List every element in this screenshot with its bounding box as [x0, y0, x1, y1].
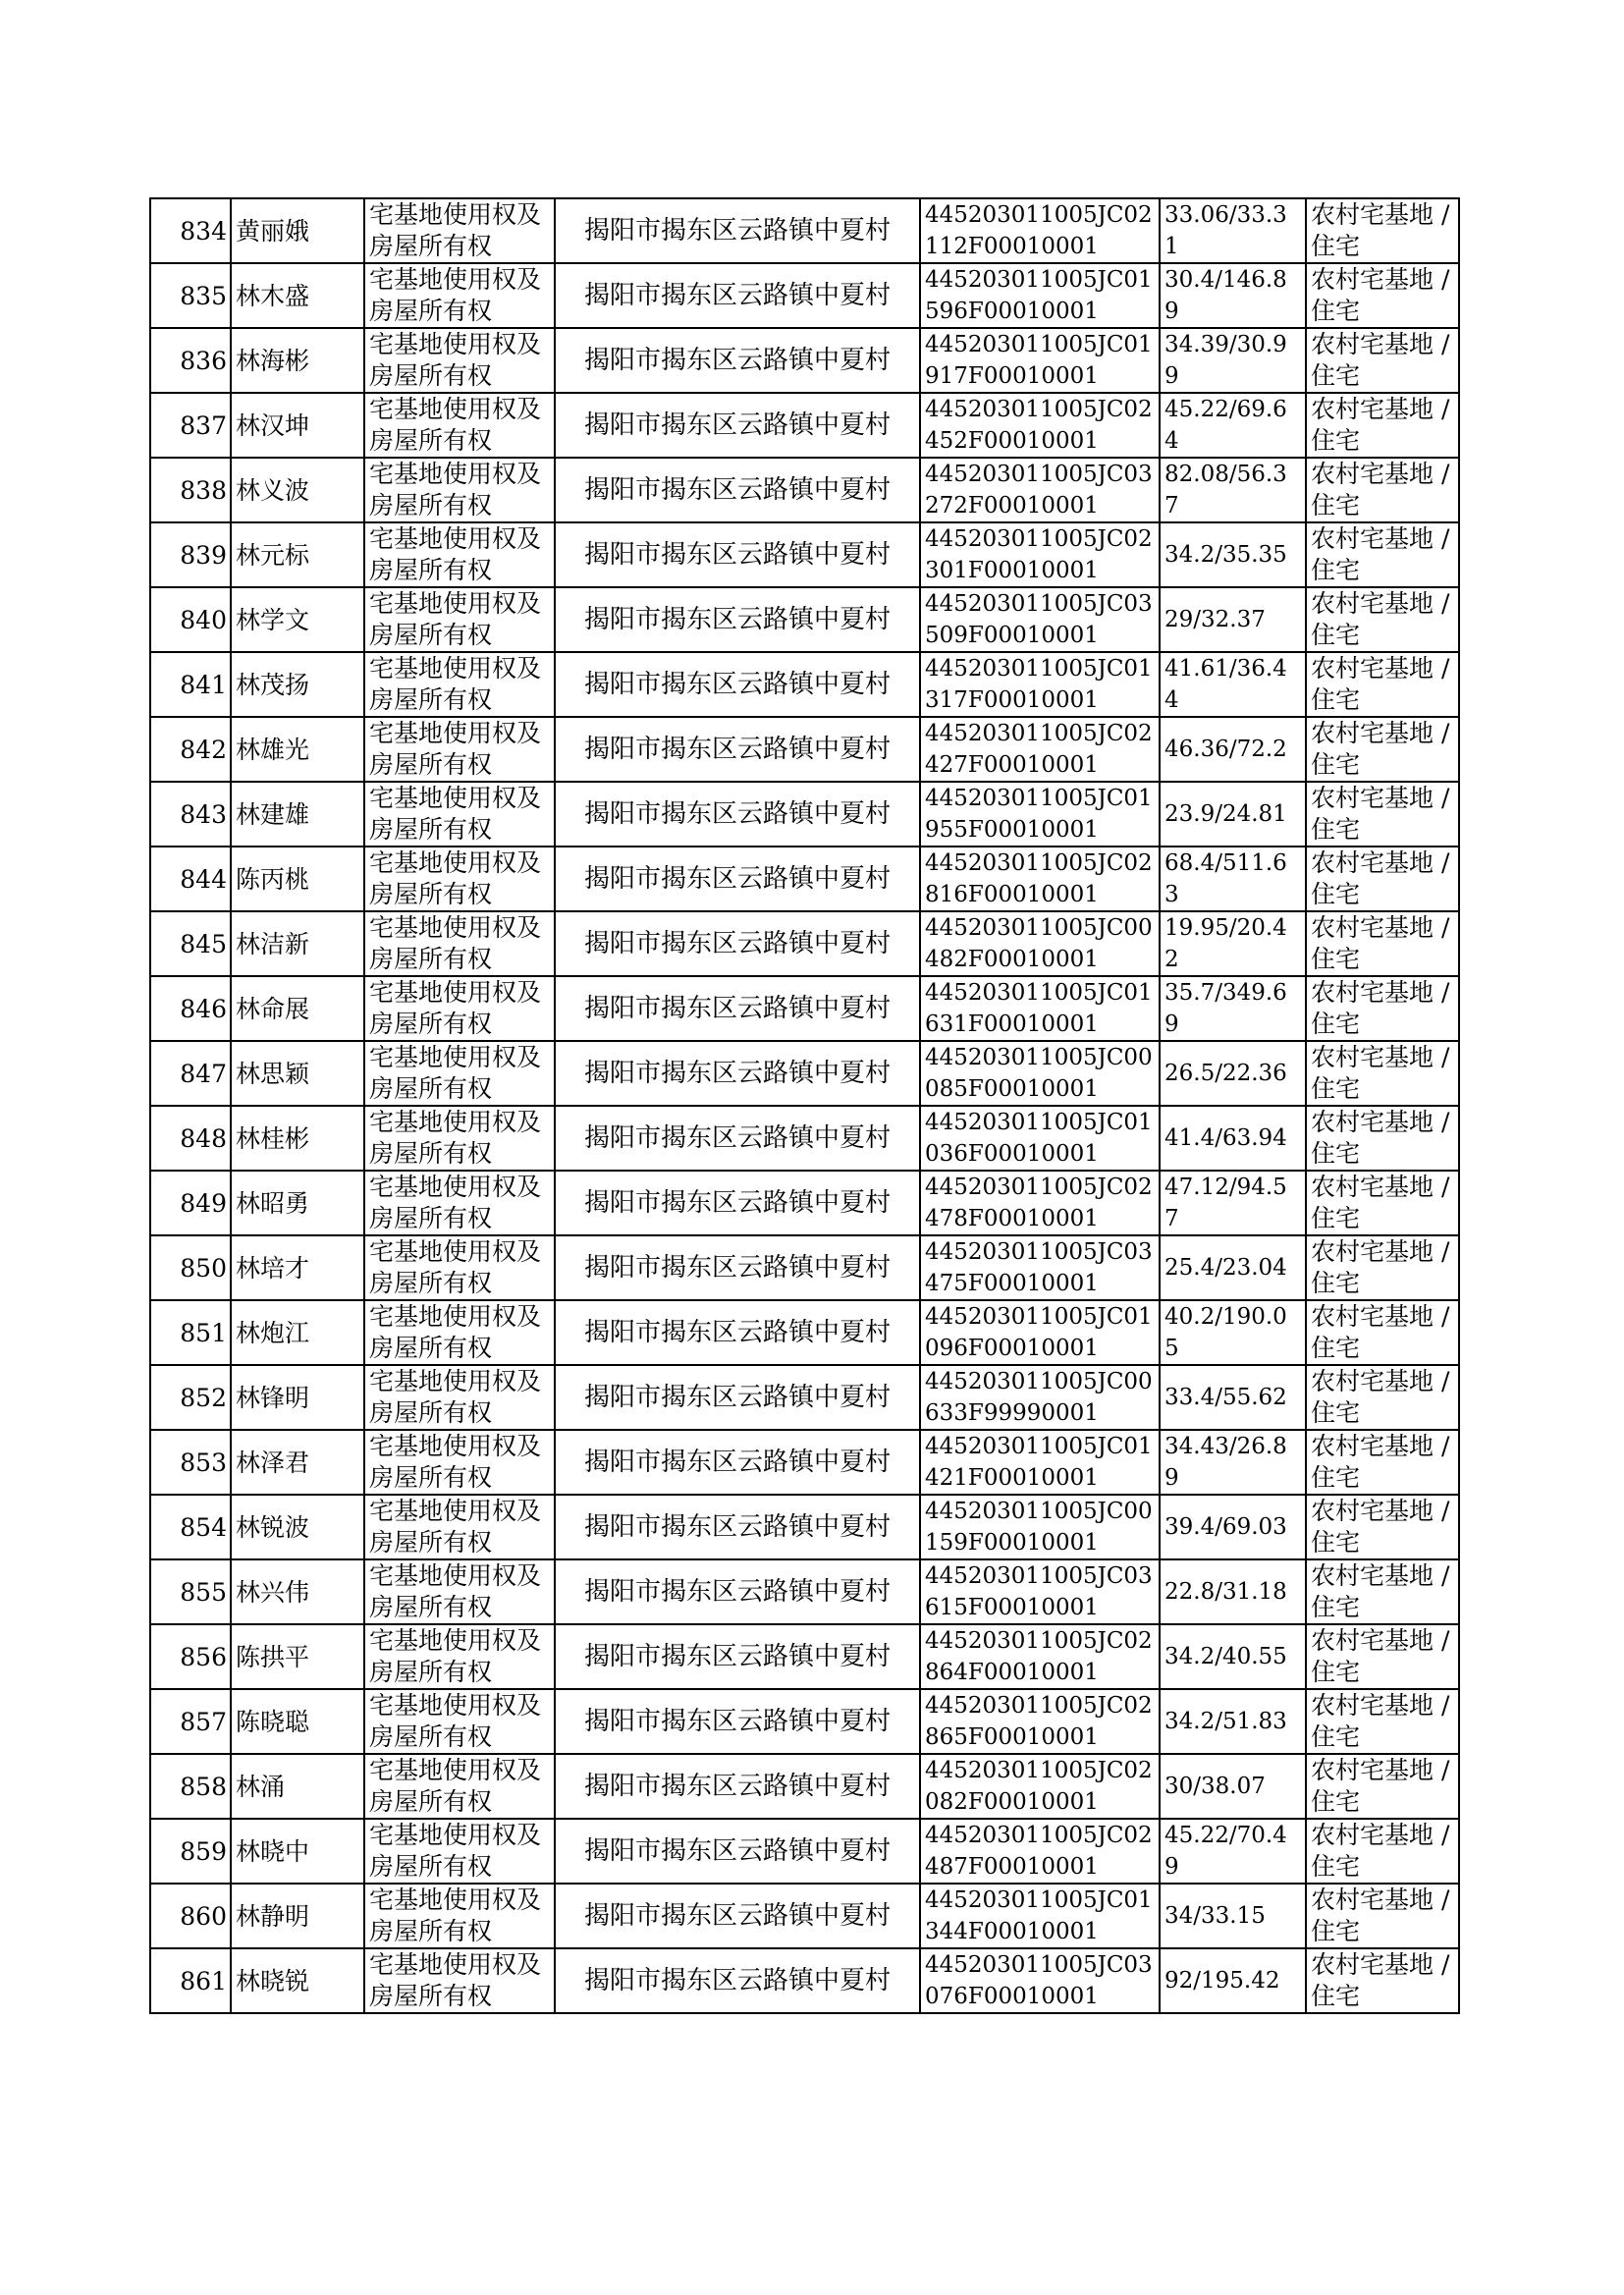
- cell-area: 25.4/23.04: [1160, 1235, 1306, 1300]
- table-row: [150, 1624, 1459, 1689]
- cell-right-type: 宅基地使用权及房屋所有权: [364, 263, 555, 328]
- cell-row-number: 837: [150, 393, 231, 458]
- cell-area: 29/32.37: [1160, 587, 1306, 652]
- cell-right-type: 宅基地使用权及房屋所有权: [364, 1689, 555, 1754]
- table-row: [150, 522, 1459, 587]
- cell-parcel-code: 445203011005JC02427F00010001: [920, 717, 1160, 782]
- cell-row-number: 850: [150, 1235, 231, 1300]
- cell-land-use: 农村宅基地 / 住宅: [1306, 717, 1459, 782]
- cell-row-number: 835: [150, 263, 231, 328]
- table-row: [150, 1041, 1459, 1106]
- cell-owner-name: 林昭勇: [231, 1171, 364, 1235]
- cell-area: 46.36/72.2: [1160, 717, 1306, 782]
- table-row: [150, 1495, 1459, 1559]
- cell-area: 34.2/51.83: [1160, 1689, 1306, 1754]
- cell-owner-name: 林思颖: [231, 1041, 364, 1106]
- cell-right-type: 宅基地使用权及房屋所有权: [364, 328, 555, 393]
- cell-owner-name: 林锋明: [231, 1365, 364, 1430]
- cell-land-use: 农村宅基地 / 住宅: [1306, 393, 1459, 458]
- cell-owner-name: 林汉坤: [231, 393, 364, 458]
- cell-right-type: 宅基地使用权及房屋所有权: [364, 587, 555, 652]
- cell-owner-name: 林泽君: [231, 1430, 364, 1495]
- cell-right-type: 宅基地使用权及房屋所有权: [364, 458, 555, 522]
- cell-row-number: 841: [150, 652, 231, 717]
- cell-right-type: 宅基地使用权及房屋所有权: [364, 652, 555, 717]
- cell-parcel-code: 445203011005JC02478F00010001: [920, 1171, 1160, 1235]
- cell-owner-name: 林洁新: [231, 911, 364, 976]
- cell-area: 45.22/70.49: [1160, 1819, 1306, 1884]
- cell-land-use: 农村宅基地 / 住宅: [1306, 1689, 1459, 1754]
- cell-right-type: 宅基地使用权及房屋所有权: [364, 522, 555, 587]
- cell-row-number: 853: [150, 1430, 231, 1495]
- cell-parcel-code: 445203011005JC03475F00010001: [920, 1235, 1160, 1300]
- cell-area: 41.4/63.94: [1160, 1106, 1306, 1171]
- cell-parcel-code: 445203011005JC03076F00010001: [920, 1948, 1160, 2013]
- cell-row-number: 852: [150, 1365, 231, 1430]
- cell-area: 40.2/190.05: [1160, 1300, 1306, 1365]
- table-row: [150, 1884, 1459, 1948]
- cell-owner-name: 林义波: [231, 458, 364, 522]
- table-row: [150, 587, 1459, 652]
- cell-row-number: 855: [150, 1559, 231, 1624]
- cell-right-type: 宅基地使用权及房屋所有权: [364, 1624, 555, 1689]
- cell-land-use: 农村宅基地 / 住宅: [1306, 1624, 1459, 1689]
- cell-land-use: 农村宅基地 / 住宅: [1306, 1041, 1459, 1106]
- cell-row-number: 858: [150, 1754, 231, 1819]
- cell-row-number: 834: [150, 198, 231, 263]
- cell-location: 揭阳市揭东区云路镇中夏村: [555, 458, 920, 522]
- table-row: [150, 458, 1459, 522]
- cell-row-number: 840: [150, 587, 231, 652]
- cell-row-number: 857: [150, 1689, 231, 1754]
- cell-location: 揭阳市揭东区云路镇中夏村: [555, 1559, 920, 1624]
- table-row: [150, 1106, 1459, 1171]
- cell-owner-name: 林晓中: [231, 1819, 364, 1884]
- cell-right-type: 宅基地使用权及房屋所有权: [364, 1948, 555, 2013]
- table-row: [150, 393, 1459, 458]
- cell-owner-name: 黄丽娥: [231, 198, 364, 263]
- cell-owner-name: 林茂扬: [231, 652, 364, 717]
- cell-row-number: 844: [150, 847, 231, 911]
- cell-parcel-code: 445203011005JC00482F00010001: [920, 911, 1160, 976]
- cell-area: 82.08/56.37: [1160, 458, 1306, 522]
- cell-land-use: 农村宅基地 / 住宅: [1306, 522, 1459, 587]
- cell-owner-name: 林雄光: [231, 717, 364, 782]
- cell-row-number: 854: [150, 1495, 231, 1559]
- cell-parcel-code: 445203011005JC02487F00010001: [920, 1819, 1160, 1884]
- cell-parcel-code: 445203011005JC01421F00010001: [920, 1430, 1160, 1495]
- cell-owner-name: 林涌: [231, 1754, 364, 1819]
- table-row: [150, 652, 1459, 717]
- table-row: [150, 328, 1459, 393]
- cell-row-number: 843: [150, 782, 231, 847]
- cell-parcel-code: 445203011005JC02865F00010001: [920, 1689, 1160, 1754]
- table-row: [150, 1365, 1459, 1430]
- cell-land-use: 农村宅基地 / 住宅: [1306, 1754, 1459, 1819]
- cell-right-type: 宅基地使用权及房屋所有权: [364, 782, 555, 847]
- cell-location: 揭阳市揭东区云路镇中夏村: [555, 976, 920, 1041]
- cell-row-number: 849: [150, 1171, 231, 1235]
- cell-land-use: 农村宅基地 / 住宅: [1306, 652, 1459, 717]
- cell-area: 33.06/33.31: [1160, 198, 1306, 263]
- cell-parcel-code: 445203011005JC00085F00010001: [920, 1041, 1160, 1106]
- cell-owner-name: 林锐波: [231, 1495, 364, 1559]
- cell-parcel-code: 445203011005JC01596F00010001: [920, 263, 1160, 328]
- cell-right-type: 宅基地使用权及房屋所有权: [364, 393, 555, 458]
- cell-location: 揭阳市揭东区云路镇中夏村: [555, 1689, 920, 1754]
- table-row: [150, 1171, 1459, 1235]
- cell-owner-name: 陈拱平: [231, 1624, 364, 1689]
- cell-right-type: 宅基地使用权及房屋所有权: [364, 1430, 555, 1495]
- cell-right-type: 宅基地使用权及房屋所有权: [364, 911, 555, 976]
- cell-right-type: 宅基地使用权及房屋所有权: [364, 1495, 555, 1559]
- table-row: [150, 782, 1459, 847]
- cell-area: 34.43/26.89: [1160, 1430, 1306, 1495]
- cell-location: 揭阳市揭东区云路镇中夏村: [555, 1171, 920, 1235]
- cell-area: 41.61/36.44: [1160, 652, 1306, 717]
- cell-area: 22.8/31.18: [1160, 1559, 1306, 1624]
- cell-parcel-code: 445203011005JC00633F99990001: [920, 1365, 1160, 1430]
- table-row: [150, 847, 1459, 911]
- cell-land-use: 农村宅基地 / 住宅: [1306, 458, 1459, 522]
- cell-row-number: 845: [150, 911, 231, 976]
- cell-location: 揭阳市揭东区云路镇中夏村: [555, 522, 920, 587]
- cell-location: 揭阳市揭东区云路镇中夏村: [555, 587, 920, 652]
- cell-owner-name: 林木盛: [231, 263, 364, 328]
- cell-parcel-code: 445203011005JC02816F00010001: [920, 847, 1160, 911]
- cell-parcel-code: 445203011005JC01317F00010001: [920, 652, 1160, 717]
- cell-owner-name: 林元标: [231, 522, 364, 587]
- cell-land-use: 农村宅基地 / 住宅: [1306, 1235, 1459, 1300]
- cell-location: 揭阳市揭东区云路镇中夏村: [555, 1884, 920, 1948]
- cell-area: 19.95/20.42: [1160, 911, 1306, 976]
- cell-row-number: 860: [150, 1884, 231, 1948]
- table-row: [150, 976, 1459, 1041]
- cell-owner-name: 林静明: [231, 1884, 364, 1948]
- cell-row-number: 838: [150, 458, 231, 522]
- table-row: [150, 1300, 1459, 1365]
- cell-area: 34.39/30.99: [1160, 328, 1306, 393]
- cell-land-use: 农村宅基地 / 住宅: [1306, 328, 1459, 393]
- cell-parcel-code: 445203011005JC02864F00010001: [920, 1624, 1160, 1689]
- cell-right-type: 宅基地使用权及房屋所有权: [364, 1819, 555, 1884]
- cell-area: 45.22/69.64: [1160, 393, 1306, 458]
- cell-parcel-code: 445203011005JC02082F00010001: [920, 1754, 1160, 1819]
- cell-parcel-code: 445203011005JC02112F00010001: [920, 198, 1160, 263]
- cell-location: 揭阳市揭东区云路镇中夏村: [555, 1041, 920, 1106]
- cell-land-use: 农村宅基地 / 住宅: [1306, 1819, 1459, 1884]
- cell-parcel-code: 445203011005JC03272F00010001: [920, 458, 1160, 522]
- cell-location: 揭阳市揭东区云路镇中夏村: [555, 1106, 920, 1171]
- cell-location: 揭阳市揭东区云路镇中夏村: [555, 328, 920, 393]
- cell-owner-name: 林桂彬: [231, 1106, 364, 1171]
- cell-land-use: 农村宅基地 / 住宅: [1306, 1365, 1459, 1430]
- cell-owner-name: 林炮江: [231, 1300, 364, 1365]
- register-body: [150, 198, 1459, 2013]
- cell-owner-name: 林学文: [231, 587, 364, 652]
- cell-land-use: 农村宅基地 / 住宅: [1306, 1171, 1459, 1235]
- cell-land-use: 农村宅基地 / 住宅: [1306, 1300, 1459, 1365]
- cell-area: 34.2/35.35: [1160, 522, 1306, 587]
- cell-right-type: 宅基地使用权及房屋所有权: [364, 976, 555, 1041]
- cell-row-number: 856: [150, 1624, 231, 1689]
- cell-owner-name: 陈晓聪: [231, 1689, 364, 1754]
- cell-location: 揭阳市揭东区云路镇中夏村: [555, 1300, 920, 1365]
- cell-land-use: 农村宅基地 / 住宅: [1306, 1948, 1459, 2013]
- cell-right-type: 宅基地使用权及房屋所有权: [364, 1235, 555, 1300]
- cell-right-type: 宅基地使用权及房屋所有权: [364, 1041, 555, 1106]
- cell-land-use: 农村宅基地 / 住宅: [1306, 587, 1459, 652]
- cell-location: 揭阳市揭东区云路镇中夏村: [555, 198, 920, 263]
- cell-location: 揭阳市揭东区云路镇中夏村: [555, 782, 920, 847]
- cell-location: 揭阳市揭东区云路镇中夏村: [555, 393, 920, 458]
- cell-area: 30.4/146.89: [1160, 263, 1306, 328]
- cell-right-type: 宅基地使用权及房屋所有权: [364, 1365, 555, 1430]
- cell-location: 揭阳市揭东区云路镇中夏村: [555, 911, 920, 976]
- cell-row-number: 851: [150, 1300, 231, 1365]
- table-row: [150, 263, 1459, 328]
- cell-parcel-code: 445203011005JC01036F00010001: [920, 1106, 1160, 1171]
- cell-right-type: 宅基地使用权及房屋所有权: [364, 1106, 555, 1171]
- cell-parcel-code: 445203011005JC00159F00010001: [920, 1495, 1160, 1559]
- cell-owner-name: 林建雄: [231, 782, 364, 847]
- cell-owner-name: 林海彬: [231, 328, 364, 393]
- cell-location: 揭阳市揭东区云路镇中夏村: [555, 263, 920, 328]
- cell-owner-name: 林培才: [231, 1235, 364, 1300]
- cell-location: 揭阳市揭东区云路镇中夏村: [555, 1819, 920, 1884]
- table-row: [150, 1689, 1459, 1754]
- cell-area: 92/195.42: [1160, 1948, 1306, 2013]
- cell-right-type: 宅基地使用权及房屋所有权: [364, 1171, 555, 1235]
- cell-land-use: 农村宅基地 / 住宅: [1306, 1430, 1459, 1495]
- table-row: [150, 911, 1459, 976]
- cell-location: 揭阳市揭东区云路镇中夏村: [555, 717, 920, 782]
- cell-row-number: 839: [150, 522, 231, 587]
- table-row: [150, 198, 1459, 263]
- table-row: [150, 1819, 1459, 1884]
- table-row: [150, 1559, 1459, 1624]
- cell-location: 揭阳市揭东区云路镇中夏村: [555, 1754, 920, 1819]
- cell-parcel-code: 445203011005JC03509F00010001: [920, 587, 1160, 652]
- cell-parcel-code: 445203011005JC01096F00010001: [920, 1300, 1160, 1365]
- cell-land-use: 农村宅基地 / 住宅: [1306, 976, 1459, 1041]
- cell-right-type: 宅基地使用权及房屋所有权: [364, 1884, 555, 1948]
- cell-right-type: 宅基地使用权及房屋所有权: [364, 847, 555, 911]
- cell-area: 34/33.15: [1160, 1884, 1306, 1948]
- cell-parcel-code: 445203011005JC01631F00010001: [920, 976, 1160, 1041]
- property-register-table: [149, 197, 1460, 2014]
- cell-owner-name: 林兴伟: [231, 1559, 364, 1624]
- cell-area: 34.2/40.55: [1160, 1624, 1306, 1689]
- cell-location: 揭阳市揭东区云路镇中夏村: [555, 1948, 920, 2013]
- cell-owner-name: 林命展: [231, 976, 364, 1041]
- cell-area: 47.12/94.57: [1160, 1171, 1306, 1235]
- cell-parcel-code: 445203011005JC01344F00010001: [920, 1884, 1160, 1948]
- cell-area: 23.9/24.81: [1160, 782, 1306, 847]
- table-row: [150, 1235, 1459, 1300]
- cell-land-use: 农村宅基地 / 住宅: [1306, 198, 1459, 263]
- cell-row-number: 847: [150, 1041, 231, 1106]
- table-row: [150, 717, 1459, 782]
- cell-right-type: 宅基地使用权及房屋所有权: [364, 1559, 555, 1624]
- cell-area: 35.7/349.69: [1160, 976, 1306, 1041]
- cell-owner-name: 陈丙桃: [231, 847, 364, 911]
- cell-right-type: 宅基地使用权及房屋所有权: [364, 1300, 555, 1365]
- cell-right-type: 宅基地使用权及房屋所有权: [364, 717, 555, 782]
- cell-parcel-code: 445203011005JC02301F00010001: [920, 522, 1160, 587]
- cell-parcel-code: 445203011005JC01955F00010001: [920, 782, 1160, 847]
- cell-area: 33.4/55.62: [1160, 1365, 1306, 1430]
- cell-land-use: 农村宅基地 / 住宅: [1306, 782, 1459, 847]
- cell-row-number: 861: [150, 1948, 231, 2013]
- table-row: [150, 1754, 1459, 1819]
- cell-land-use: 农村宅基地 / 住宅: [1306, 1106, 1459, 1171]
- cell-owner-name: 林晓锐: [231, 1948, 364, 2013]
- cell-parcel-code: 445203011005JC01917F00010001: [920, 328, 1160, 393]
- cell-right-type: 宅基地使用权及房屋所有权: [364, 198, 555, 263]
- cell-location: 揭阳市揭东区云路镇中夏村: [555, 652, 920, 717]
- cell-location: 揭阳市揭东区云路镇中夏村: [555, 1495, 920, 1559]
- cell-area: 30/38.07: [1160, 1754, 1306, 1819]
- cell-area: 68.4/511.63: [1160, 847, 1306, 911]
- table-row: [150, 1430, 1459, 1495]
- cell-location: 揭阳市揭东区云路镇中夏村: [555, 1624, 920, 1689]
- cell-row-number: 846: [150, 976, 231, 1041]
- table-row: [150, 1948, 1459, 2013]
- cell-location: 揭阳市揭东区云路镇中夏村: [555, 1430, 920, 1495]
- cell-land-use: 农村宅基地 / 住宅: [1306, 1559, 1459, 1624]
- cell-row-number: 859: [150, 1819, 231, 1884]
- cell-land-use: 农村宅基地 / 住宅: [1306, 1495, 1459, 1559]
- cell-land-use: 农村宅基地 / 住宅: [1306, 263, 1459, 328]
- cell-parcel-code: 445203011005JC03615F00010001: [920, 1559, 1160, 1624]
- cell-land-use: 农村宅基地 / 住宅: [1306, 1884, 1459, 1948]
- cell-area: 39.4/69.03: [1160, 1495, 1306, 1559]
- cell-area: 26.5/22.36: [1160, 1041, 1306, 1106]
- cell-row-number: 842: [150, 717, 231, 782]
- cell-land-use: 农村宅基地 / 住宅: [1306, 911, 1459, 976]
- cell-location: 揭阳市揭东区云路镇中夏村: [555, 1235, 920, 1300]
- cell-parcel-code: 445203011005JC02452F00010001: [920, 393, 1160, 458]
- cell-right-type: 宅基地使用权及房屋所有权: [364, 1754, 555, 1819]
- cell-location: 揭阳市揭东区云路镇中夏村: [555, 1365, 920, 1430]
- cell-land-use: 农村宅基地 / 住宅: [1306, 847, 1459, 911]
- cell-location: 揭阳市揭东区云路镇中夏村: [555, 847, 920, 911]
- cell-row-number: 836: [150, 328, 231, 393]
- cell-row-number: 848: [150, 1106, 231, 1171]
